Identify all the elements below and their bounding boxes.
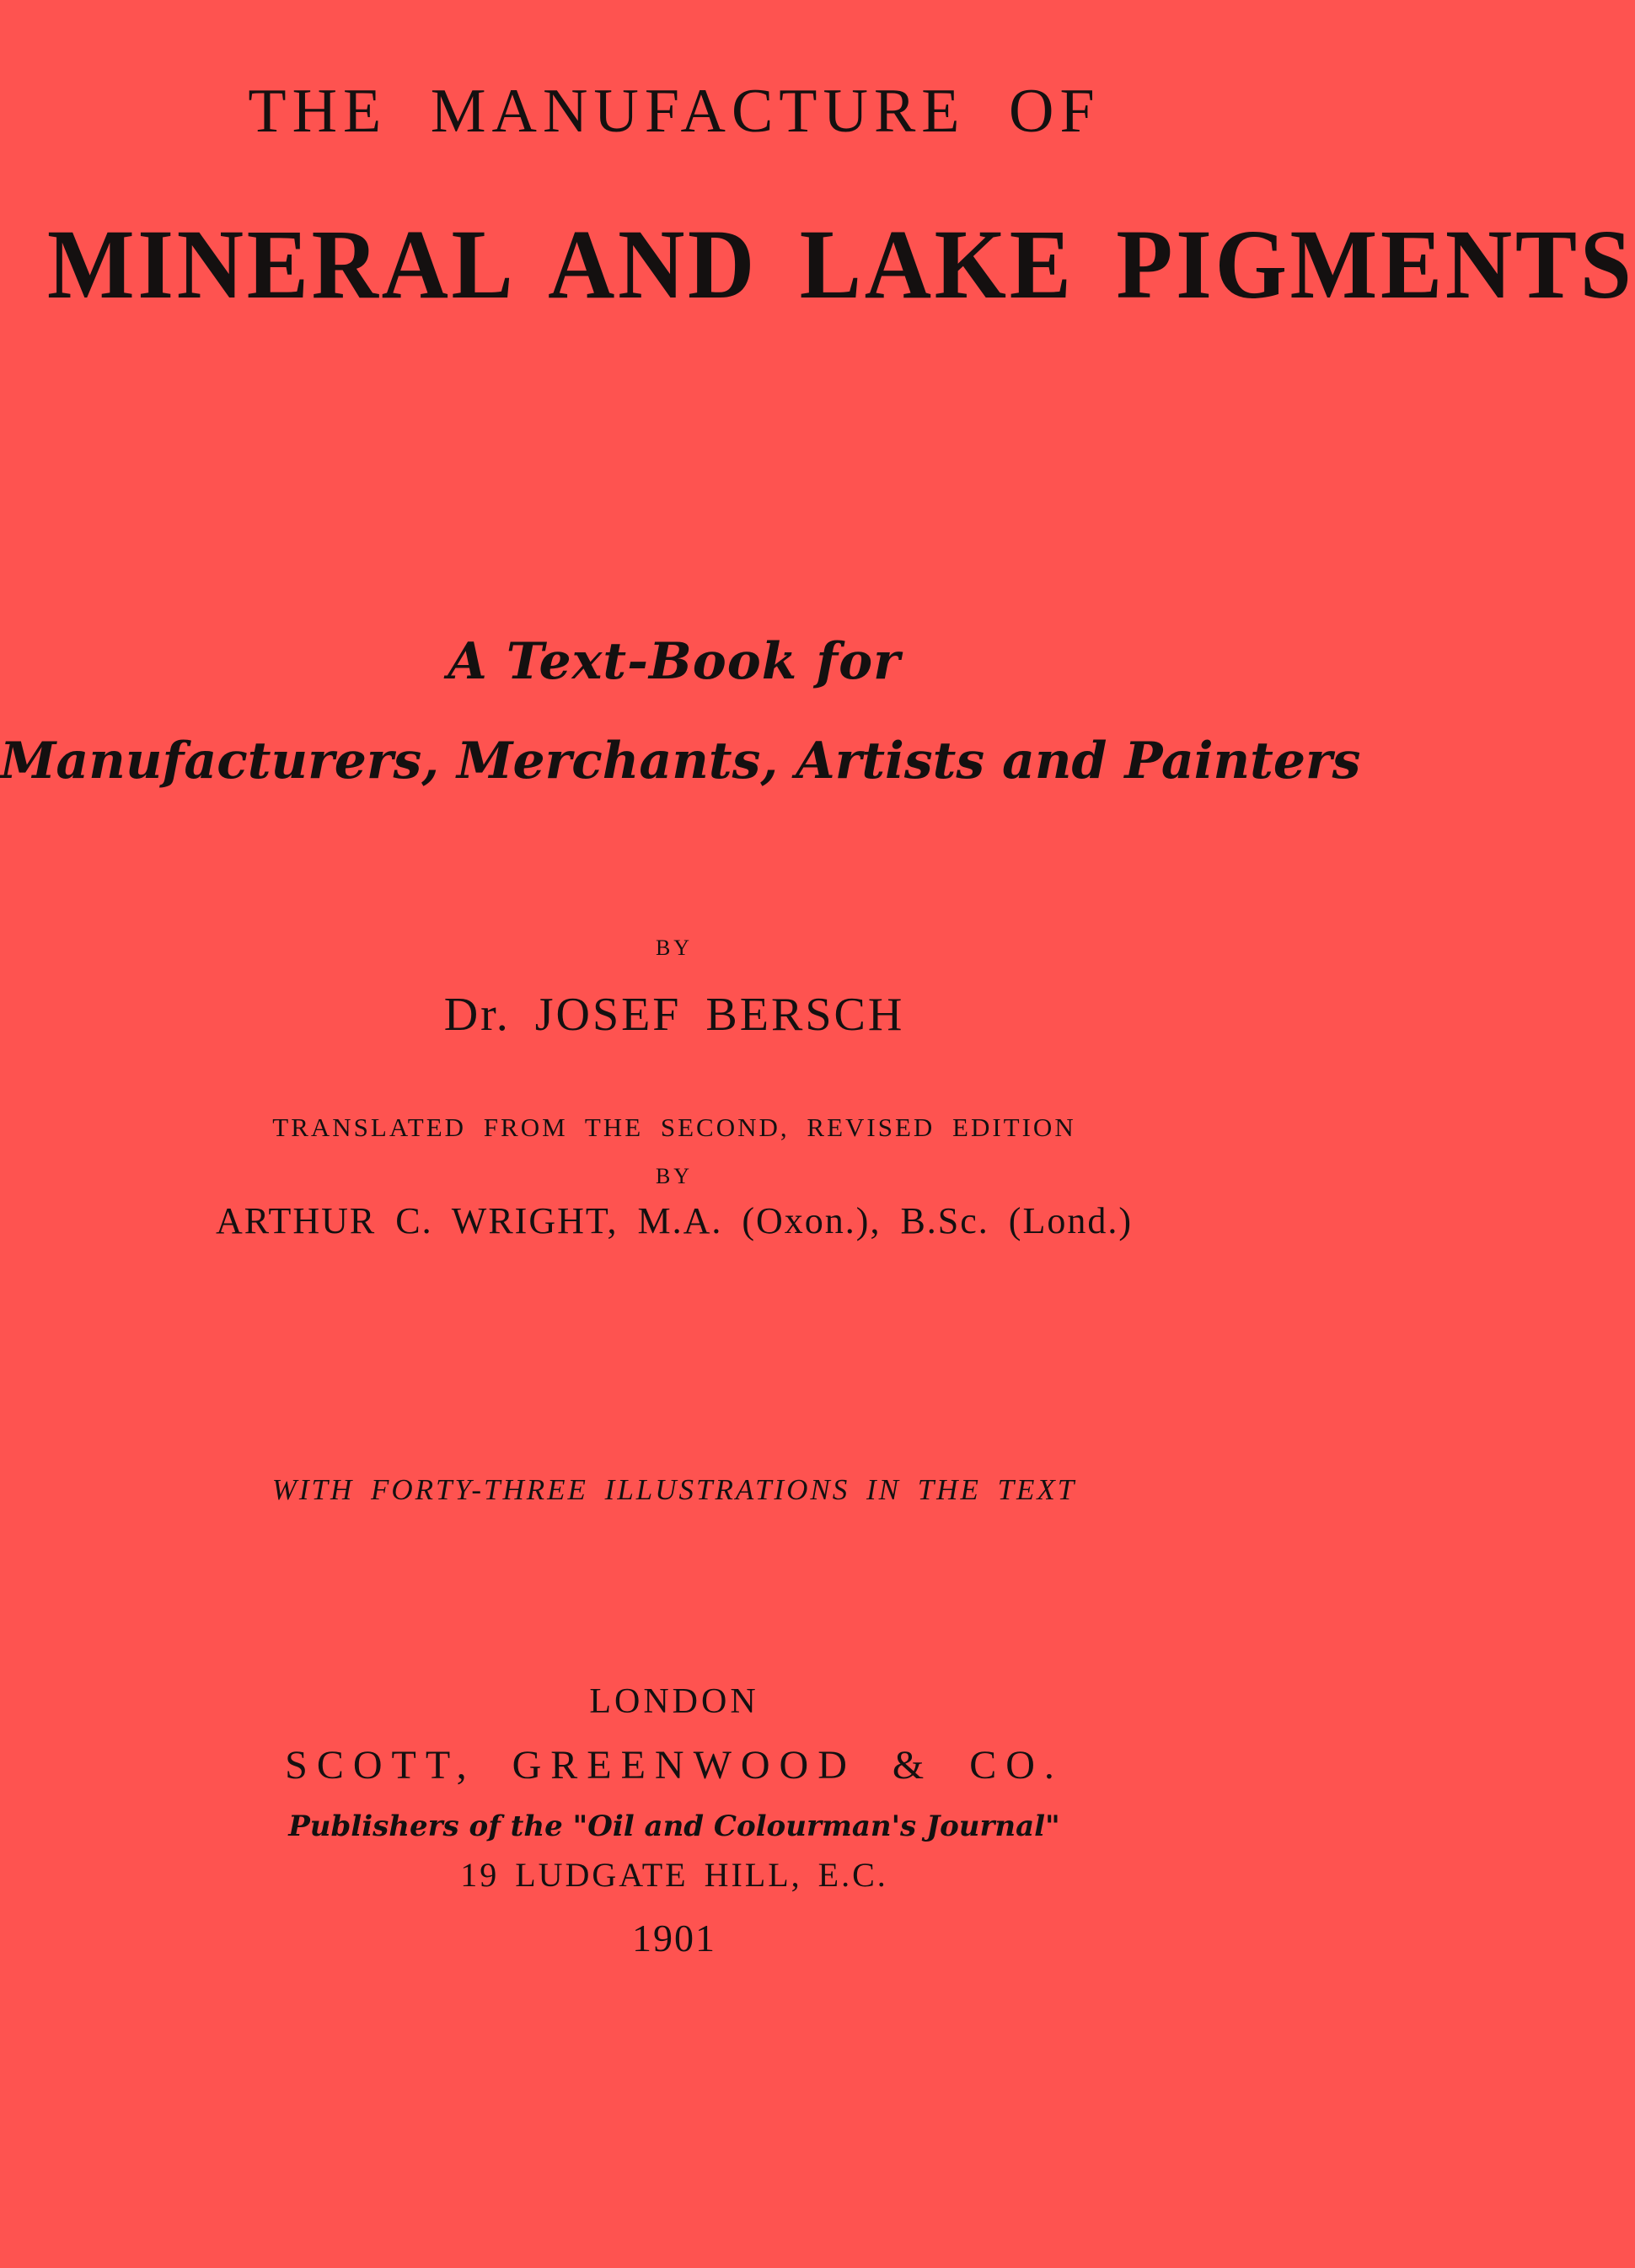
publication-year: 1901 — [632, 1917, 716, 1960]
translated-from-line: TRANSLATED FROM THE SECOND, REVISED EDITION — [272, 1113, 1076, 1142]
by-label-author: BY — [655, 936, 694, 960]
by-label-translator: BY — [655, 1164, 694, 1188]
publisher-note: Publishers of the "Oil and Colourman's Journal" — [288, 1810, 1060, 1843]
title-line-1: THE MANUFACTURE OF — [248, 77, 1101, 146]
publisher-name: SCOTT, GREENWOOD & CO. — [285, 1743, 1064, 1788]
subtitle-line-2: Manufacturers, Merchants, Artists and Painters — [0, 732, 1361, 791]
illustrations-note: WITH FORTY-THREE ILLUSTRATIONS IN THE TEXT — [271, 1473, 1077, 1506]
publisher-address: 19 LUDGATE HILL, E.C. — [460, 1856, 888, 1894]
translator-name: ARTHUR C. WRIGHT, M.A. (Oxon.), B.Sc. (Lond.) — [215, 1200, 1133, 1241]
subtitle-line-1: A Text-Book for — [448, 632, 901, 691]
title-line-2: MINERAL AND LAKE PIGMENTS — [47, 209, 1635, 319]
author-name: Dr. JOSEF BERSCH — [443, 989, 905, 1041]
publication-city: LONDON — [589, 1682, 759, 1721]
